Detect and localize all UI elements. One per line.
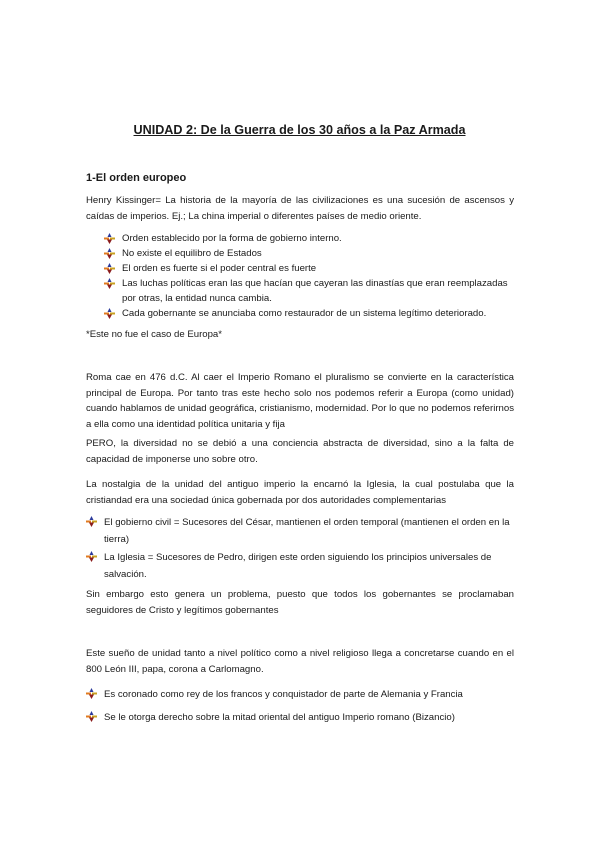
arrow-bullet-icon — [104, 308, 115, 319]
arrow-bullet-icon — [104, 248, 115, 259]
arrow-bullet-icon — [104, 263, 115, 274]
list-item: Es coronado como rey de los francos y conquistador de parte de Alemania y Francia — [86, 686, 516, 703]
list-item: El orden es fuerte si el poder central es fuerte — [104, 261, 516, 276]
list-item: No existe el equilibro de Estados — [104, 246, 516, 261]
note-text: *Este no fue el caso de Europa* — [86, 329, 223, 340]
list-item: Orden establecido por la forma de gobierno interno. — [104, 231, 516, 246]
arrow-bullet-icon — [86, 551, 97, 562]
arrow-bullet-icon — [104, 233, 115, 244]
carlomagno-list-2 — [86, 709, 516, 726]
arrow-bullet-icon — [86, 688, 97, 699]
section-heading: 1-El orden europeo — [86, 172, 187, 184]
authorities-list-2 — [86, 549, 516, 583]
document-title: UNIDAD 2: De la Guerra de los 30 años a la Paz Armada — [133, 123, 466, 137]
paragraph-problema: Sin embargo esto genera un problema, puesto que todos los gobernantes se proclamaban seguidores de Cristo y legítimos gobernantes — [86, 589, 514, 616]
intro-paragraph: Henry Kissinger= La historia de la mayoría de las civilizaciones es una sucesión de ascensos y caídas de imperios. Ej.; La china imperial o diferentes países de medio oriente. — [86, 195, 514, 222]
paragraph-carlomagno: Este sueño de unidad tanto a nivel político como a nivel religioso llega a concretarse cuando en el 800 León III, papa, corona a Carlomagno. — [86, 648, 514, 675]
paragraph-nostalgia: La nostalgia de la unidad del antiguo imperio la encarnó la Iglesia, la cual postulaba que la cristiandad era una sociedad única gobernada por dos autoridades complementarias — [86, 479, 514, 506]
list-item: Cada gobernante se anunciaba como restaurador de un sistema legítimo deteriorado. — [104, 306, 516, 321]
arrow-bullet-icon — [104, 278, 115, 289]
carlomagno-list — [86, 686, 516, 703]
arrow-bullet-icon — [86, 516, 97, 527]
authorities-list — [86, 514, 516, 548]
list-item: Las luchas políticas eran las que hacían que cayeran las dinastías que eran reemplazadas por otras, la entidad nunca cambia. — [104, 276, 516, 306]
arrow-bullet-icon — [86, 711, 97, 722]
list-item: La Iglesia = Sucesores de Pedro, dirigen este orden siguiendo los principios universales de salvación. — [86, 549, 516, 583]
paragraph-pero: PERO, la diversidad no se debió a una conciencia abstracta de diversidad, sino a la falta de capacidad de imponerse uno sobre otro. — [86, 438, 514, 465]
paragraph-roma: Roma cae en 476 d.C. Al caer el Imperio Romano el pluralismo se convierte en la característica principal de Europa. Por tanto tras este hecho solo nos podemos referir a Europa (como unidad) cuando hablamos de unidad geográfica, cristianismo, modernidad. Por lo que no podemos referirnos a ella como una identidad política unitaria y fija — [86, 372, 514, 430]
list-item: El gobierno civil = Sucesores del César, mantienen el orden temporal (mantienen el orden en la tierra) — [86, 514, 516, 548]
list-item: Se le otorga derecho sobre la mitad oriental del antiguo Imperio romano (Bizancio) — [86, 709, 516, 726]
characteristics-list — [104, 231, 516, 321]
